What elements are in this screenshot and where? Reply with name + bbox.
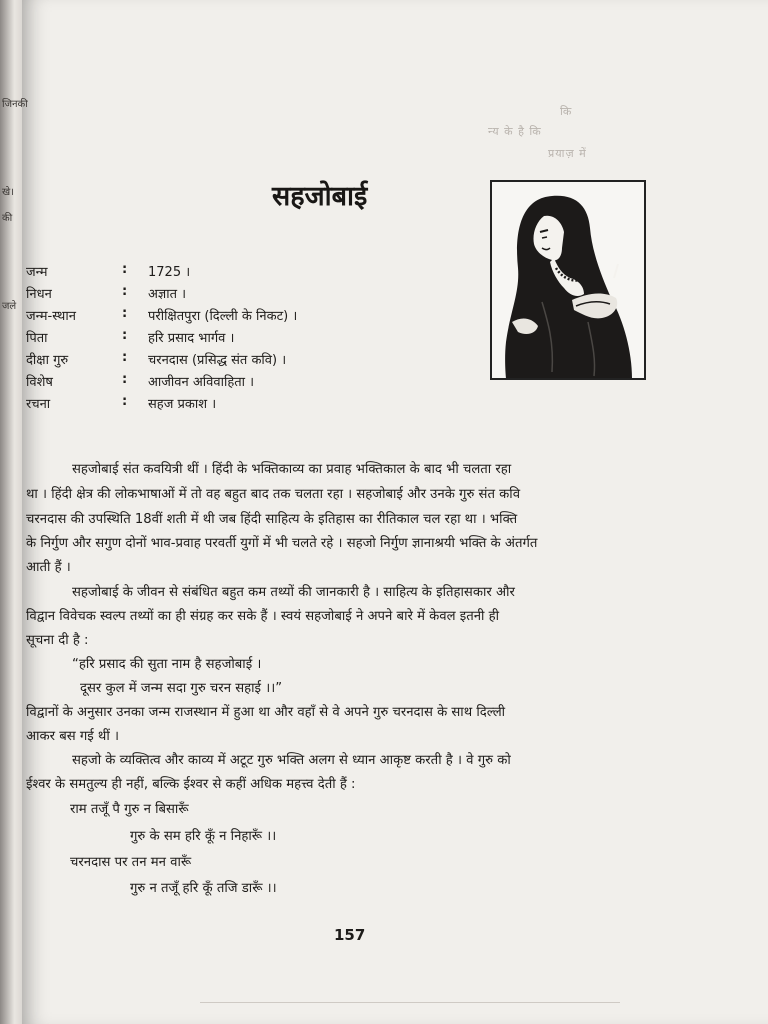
margin-note: की <box>2 213 13 224</box>
page-number: 157 <box>334 926 366 944</box>
verse-line: दूसर कुल में जन्म सदा गुरु चरन सहाई ।।” <box>80 681 283 696</box>
info-value: सहज प्रकाश । <box>148 397 217 412</box>
portrait-image <box>490 180 646 380</box>
paragraph-line: चरनदास की उपस्थिति 18वीं शती में थी जब हिंदी साहित्य के इतिहास का रीतिकाल चल रहा था । भक्ति <box>26 512 518 527</box>
info-label: दीक्षा गुरु <box>26 353 69 368</box>
bleed-through-text: प्रयाज़ में <box>548 147 587 160</box>
info-colon: : <box>122 262 128 277</box>
info-label: जन्म-स्थान <box>26 309 76 324</box>
paragraph-line: सहजोबाई संत कवयित्री थीं । हिंदी के भक्तिकाव्य का प्रवाह भक्तिकाल के बाद भी चलता रहा <box>72 462 512 477</box>
info-colon: : <box>122 372 128 387</box>
verse-line: गुरु न तजूँ हरि कूँ तजि डारूँ ।। <box>130 881 277 896</box>
info-value: परीक्षितपुरा (दिल्ली के निकट) । <box>148 309 298 324</box>
info-value: हरि प्रसाद भार्गव । <box>148 331 235 346</box>
info-value: आजीवन अविवाहिता । <box>148 375 255 390</box>
paragraph-line: सहजो के व्यक्तित्व और काव्य में अटूट गुरु भक्ति अलग से ध्यान आकृष्ट करती है । वे गुरु को <box>72 753 511 768</box>
page-title: सहजोबाई <box>272 181 368 212</box>
paragraph-line: विद्वान विवेचक स्वल्प तथ्यों का ही संग्रह कर सके हैं । स्वयं सहजोबाई ने अपने बारे में केवल इतनी ही <box>26 609 500 624</box>
info-colon: : <box>122 394 128 409</box>
info-label: रचना <box>26 397 51 412</box>
info-colon: : <box>122 306 128 321</box>
verse-line: चरनदास पर तन मन वारूँ <box>70 855 192 870</box>
paragraph-line: था । हिंदी क्षेत्र की लोकभाषाओं में तो वह बहुत बाद तक चलता रहा । सहजोबाई और उनके गुरु संत कवि <box>26 487 521 502</box>
page-edge-line <box>200 1002 620 1003</box>
info-value: अज्ञात । <box>148 287 187 302</box>
paragraph-line: ईश्वर के समतुल्य ही नहीं, बल्कि ईश्वर से कहीं अधिक महत्त्व देती हैं : <box>26 777 356 792</box>
bleed-through-text: कि <box>560 105 573 118</box>
info-value: 1725 । <box>148 265 191 280</box>
margin-note: जले <box>2 301 17 312</box>
info-colon: : <box>122 350 128 365</box>
paragraph-line: आती हैं । <box>26 560 71 575</box>
info-colon: : <box>122 328 128 343</box>
verse-line: राम तजूँ पै गुरु न बिसारूँ <box>70 802 189 817</box>
info-label: निधन <box>26 287 52 302</box>
info-label: जन्म <box>26 265 48 280</box>
verse-line: गुरु के सम हरि कूँ न निहारूँ ।। <box>130 829 277 844</box>
info-value: चरनदास (प्रसिद्ध संत कवि) । <box>148 353 287 368</box>
margin-note: खे। <box>2 187 14 198</box>
paragraph-line: सहजोबाई के जीवन से संबंधित बहुत कम तथ्यों की जानकारी है । साहित्य के इतिहासकार और <box>72 585 515 600</box>
paragraph-line: विद्वानों के अनुसार उनका जन्म राजस्थान में हुआ था और वहाँ से वे अपने गुरु चरनदास के साथ दिल्ली <box>26 705 506 720</box>
bleed-through-text: न्य के है कि <box>488 125 542 138</box>
info-label: पिता <box>26 331 48 346</box>
book-spine <box>0 0 24 1024</box>
info-colon: : <box>122 284 128 299</box>
verse-line: “हरि प्रसाद की सुता नाम है सहजोबाई । <box>72 657 262 672</box>
info-label: विशेष <box>26 375 53 390</box>
margin-note: जिनकी <box>2 99 28 110</box>
woman-portrait-illustration <box>492 182 644 378</box>
paragraph-line: सूचना दी है : <box>26 633 89 648</box>
paragraph-line: के निर्गुण और सगुण दोनों भाव-प्रवाह परवर्ती युगों में भी चलते रहे । सहजो निर्गुण ज्ञानाश्रयी भक्ति के अंतर्गत <box>26 536 538 551</box>
paragraph-line: आकर बस गई थीं । <box>26 729 119 744</box>
